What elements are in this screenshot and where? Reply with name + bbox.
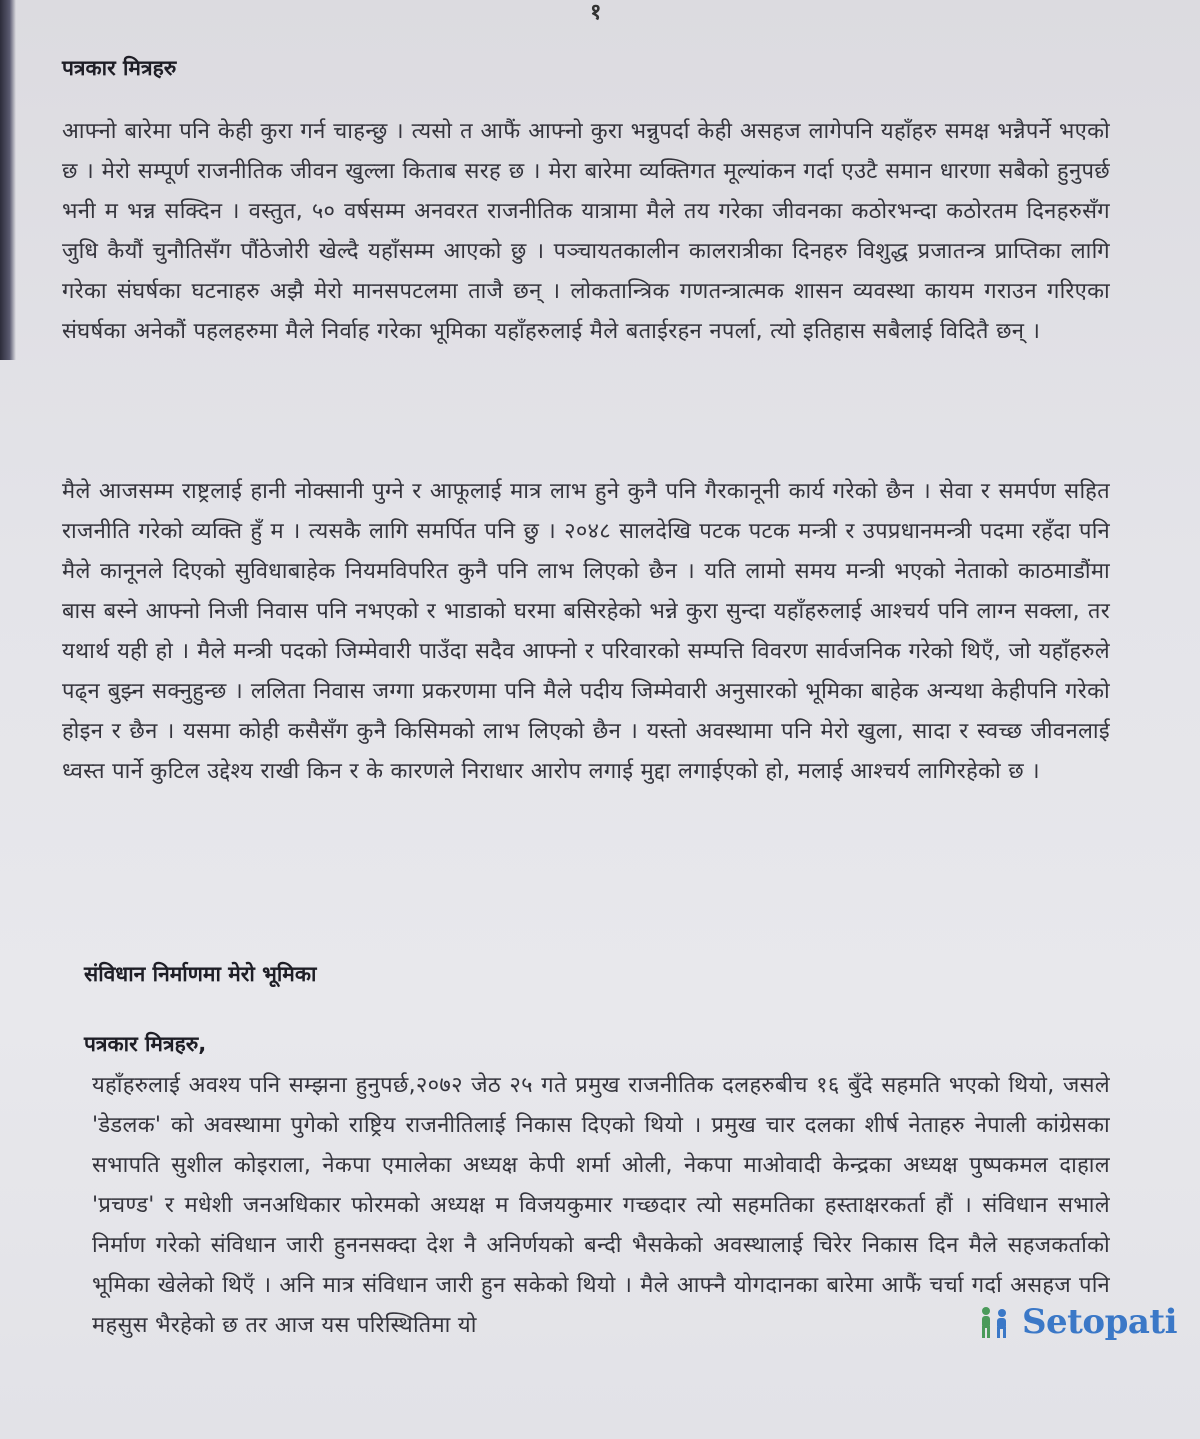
paragraph-about-self: आफ्नो बारेमा पनि केही कुरा गर्न चाहन्छु । त्यसो त आफैं आफ्नो कुरा भन्नुपर्दा केही असहज लागेपनि यहाँहरु समक्ष भन्नैपर्ने भएको छ । मेरो सम्पूर्ण राजनीतिक जीवन खुल्ला किताब सरह छ । मेरा बारेमा व्यक्तिगत मूल्यांकन गर्दा एउटै समान धारणा सबैको हुनुपर्छ भनी म भन्न सक्दिन । वस्तुत, ५० वर्षसम्म अनवरत राजनीतिक यात्रामा मैले तय गरेका जीवनका कठोरभन्दा कठोरतम दिनहरुसँग जुधि कैयौं चुनौतिसँग पौंठेजोरी खेल्दै यहाँसम्म आएको छु । पञ्चायतकालीन कालरात्रीका दिनहरु विशुद्ध प्रजातन्त्र प्राप्तिका लागि गरेका संघर्षका घटनाहरु अझै मेरो मानसपटलमा ताजै छन् । लोकतान्त्रिक गणतन्त्रात्मक शासन व्यवस्था कायम गराउन गरिएका संघर्षका अनेकौं पहलहरुमा मैले निर्वाह गरेका भूमिका यहाँहरुलाई मैले बताईरहन नपर्ला, त्यो इतिहास सबैलाई विदितै छन् । xyxy=(62,119,1110,344)
watermark-text: Setopati xyxy=(1022,1302,1177,1342)
section-heading-constitution-role: संविधान निर्माणमा मेरो भूमिका xyxy=(84,962,317,986)
setopati-watermark xyxy=(976,1302,1177,1342)
book-edge xyxy=(0,0,16,360)
page-number: १ xyxy=(590,0,602,25)
paragraph-constitution: यहाँहरुलाई अवश्य पनि सम्झना हुनुपर्छ,२०७२ जेठ २५ गते प्रमुख राजनीतिक दलहरुबीच १६ बुँदे सहमति भएको थियो, जसले 'डेडलक' को अवस्थामा पुगेको राष्ट्रिय राजनीतिलाई निकास दिएको थियो । प्रमुख चार दलका शीर्ष नेताहरु नेपाली कांग्रेसका सभापति सुशील कोइराला, नेकपा एमालेका अध्यक्ष केपी शर्मा ओली, नेकपा माओवादी केन्द्रका अध्यक्ष पुष्पकमल दाहाल 'प्रचण्ड' र मधेशी जनअधिकार फोरमको अध्यक्ष म विजयकुमार गच्छदार त्यो सहमतिका हस्ताक्षरकर्ता हौं । संविधान सभाले निर्माण गरेको संविधान जारी हुननसक्दा देश नै अनिर्णयको बन्दी भैसकेको अवस्थालाई चिरेर निकास दिन मैले सहजकर्ताको भूमिका खेलेको थिएँ । अनि मात्र संविधान जारी हुन सकेको थियो । मैले आफ्नै योगदानका बारेमा आफैं चर्चा गर्दा असहज पनि महसुस भैरहेको छ तर आज यस परिस्थितिमा यो xyxy=(92,1073,1110,1338)
section-heading-journalists: पत्रकार मित्रहरु xyxy=(62,56,177,80)
section-heading-journalists-2: पत्रकार मित्रहरु, xyxy=(84,1032,207,1056)
setopati-people-icon xyxy=(976,1304,1016,1340)
paragraph-no-illegal-gain: मैले आजसम्म राष्ट्रलाई हानी नोक्सानी पुग्ने र आफूलाई मात्र लाभ हुने कुनै पनि गैरकानूनी कार्य गरेको छैन । सेवा र समर्पण सहित राजनीति गरेको व्यक्ति हुँ म । त्यसकै लागि समर्पित पनि छु । २०४८ सालदेखि पटक पटक मन्त्री र उपप्रधानमन्त्री पदमा रहँदा पनि मैले कानूनले दिएको सुविधाबाहेक नियमविपरित कुनै पनि लाभ लिएको छैन । यति लामो समय मन्त्री भएको नेताको काठमाडौंमा बास बस्ने आफ्नो निजी निवास पनि नभएको र भाडाको घरमा बसिरहेको भन्ने कुरा सुन्दा यहाँहरुलाई आश्चर्य पनि लाग्न सक्ला, तर यथार्थ यही हो । मैले मन्त्री पदको जिम्मेवारी पाउँदा सदैव आफ्नो र परिवारको सम्पत्ति विवरण सार्वजनिक गरेको थिएँ, जो यहाँहरुले पढ्न बुझ्न सक्नुहुन्छ । ललिता निवास जग्गा प्रकरणमा पनि मैले पदीय जिम्मेवारी अनुसारको भूमिका बाहेक अन्यथा केहीपनि गरेको होइन र छैन । यसमा कोही कसैसँग कुनै किसिमको लाभ लिएको छैन । यस्तो अवस्थामा पनि मेरो खुला, सादा र स्वच्छ जीवनलाई ध्वस्त पार्ने कुटिल उद्देश्य राखी किन र के कारणले निराधार आरोप लगाई मुद्दा लगाईएको हो, मलाई आश्चर्य लागिरहेको छ । xyxy=(62,479,1110,784)
